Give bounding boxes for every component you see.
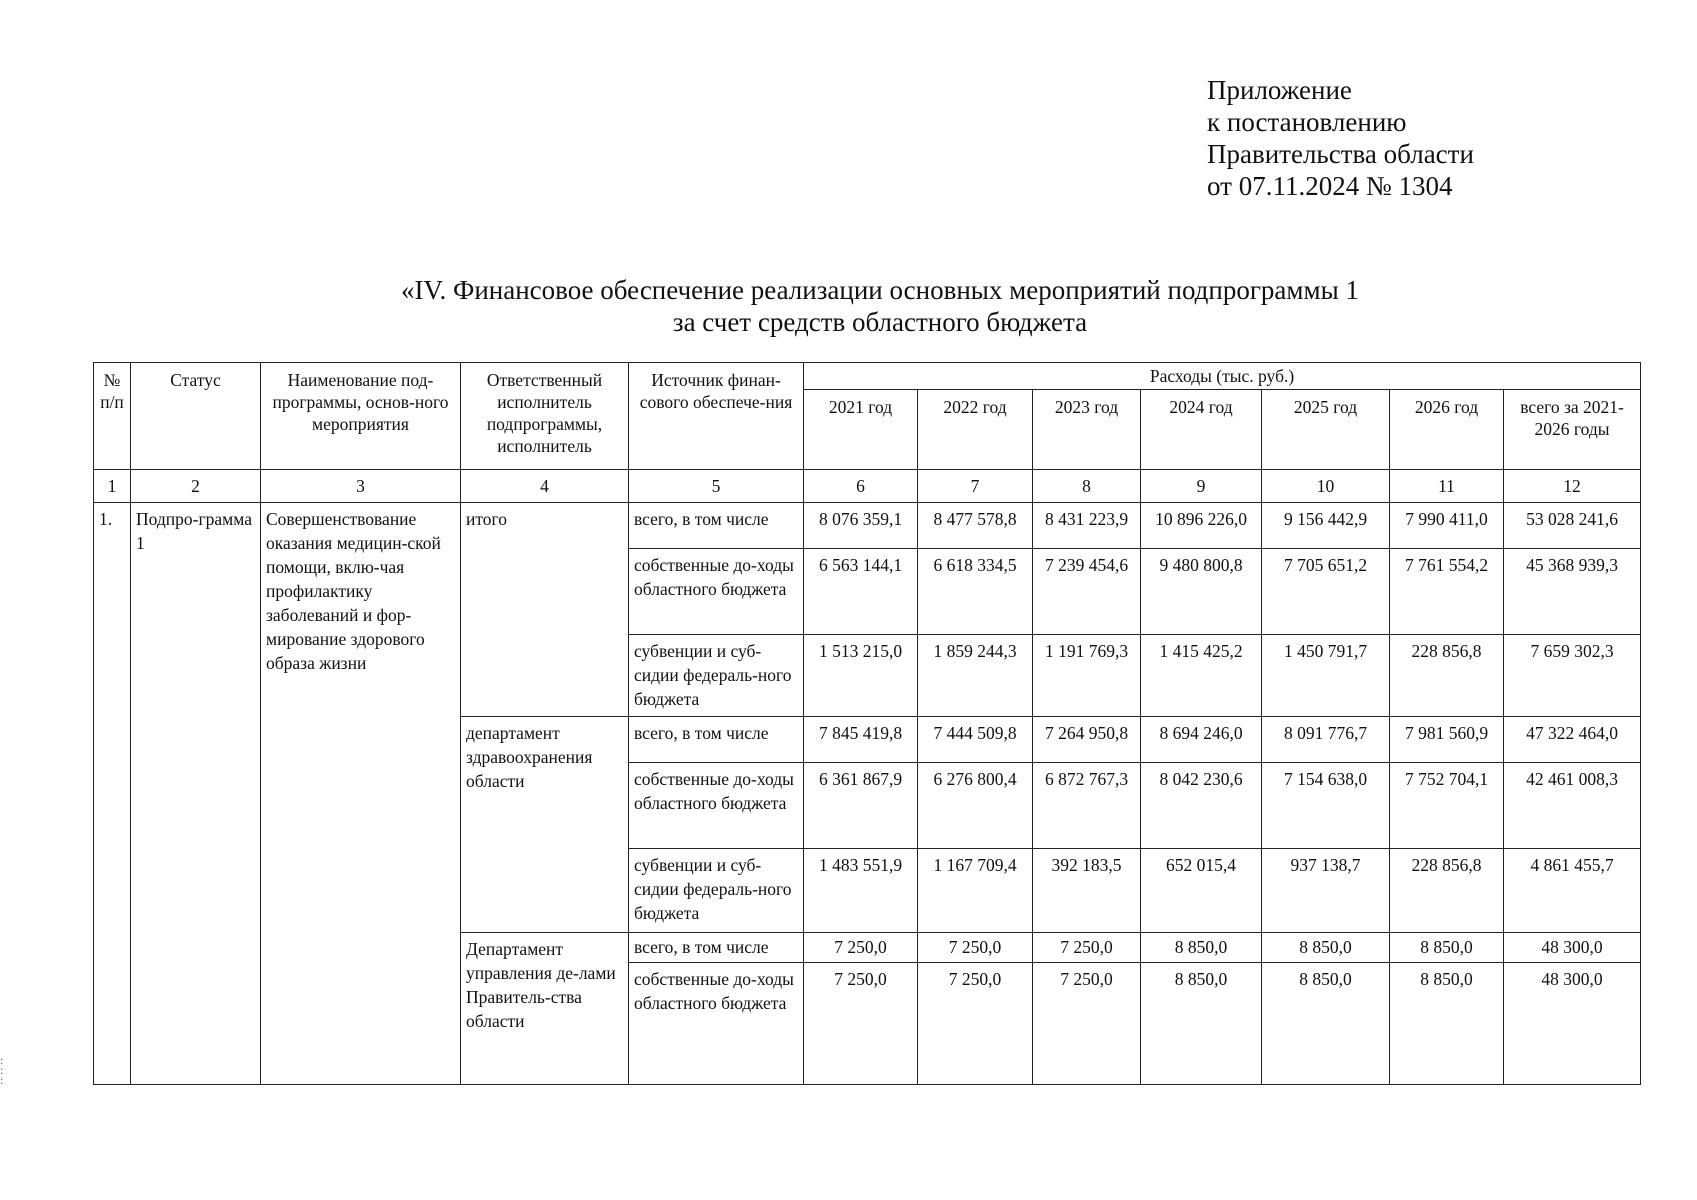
value-cell: 1 513 215,0 — [804, 635, 918, 717]
title-line-1: «IV. Финансовое обеспечение реализации основных мероприятий подпрограммы 1 — [401, 275, 1359, 305]
value-cell: 7 659 302,3 — [1504, 635, 1641, 717]
value-cell: 7 444 509,8 — [918, 717, 1033, 763]
funding-source: всего, в том числе — [629, 717, 804, 763]
funding-source: субвенции и суб-сидии федераль-ного бюджета — [629, 849, 804, 933]
value-cell: 228 856,8 — [1390, 635, 1504, 717]
value-cell: 1 191 769,3 — [1033, 635, 1141, 717]
value-cell: 1 167 709,4 — [918, 849, 1033, 933]
value-cell: 7 990 411,0 — [1390, 503, 1504, 549]
column-index: 11 — [1390, 470, 1504, 503]
value-cell: 8 431 223,9 — [1033, 503, 1141, 549]
value-cell: 937 138,7 — [1262, 849, 1390, 933]
header-expenses: Расходы (тыс. руб.) — [804, 363, 1641, 390]
value-cell: 7 250,0 — [1033, 933, 1141, 963]
value-cell: 7 761 554,2 — [1390, 549, 1504, 635]
column-index: 12 — [1504, 470, 1641, 503]
value-cell: 228 856,8 — [1390, 849, 1504, 933]
value-cell: 53 028 241,6 — [1504, 503, 1641, 549]
value-cell: 652 015,4 — [1141, 849, 1262, 933]
program-name: Совершенствование оказания медицин-ской помощи, вклю-чая профилактику заболеваний и фор-мирование здорового образа жизни — [261, 503, 461, 1085]
value-cell: 8 850,0 — [1390, 933, 1504, 963]
column-index-row — [94, 470, 1641, 503]
value-cell: 8 091 776,7 — [1262, 717, 1390, 763]
executor: Департамент управления де-лами Правитель-ства области — [461, 933, 629, 1085]
column-index: 10 — [1262, 470, 1390, 503]
header-year: 2026 год — [1390, 390, 1504, 470]
value-cell: 7 250,0 — [804, 933, 918, 963]
value-cell: 1 483 551,9 — [804, 849, 918, 933]
attachment-line: к постановлению — [1207, 107, 1407, 137]
value-cell: 8 042 230,6 — [1141, 763, 1262, 849]
value-cell: 45 368 939,3 — [1504, 549, 1641, 635]
funding-source: всего, в том числе — [629, 503, 804, 549]
header-num: № п/п — [94, 363, 131, 470]
value-cell: 9 480 800,8 — [1141, 549, 1262, 635]
value-cell: 8 850,0 — [1262, 963, 1390, 1085]
value-cell: 48 300,0 — [1504, 933, 1641, 963]
value-cell: 8 850,0 — [1141, 933, 1262, 963]
value-cell: 1 859 244,3 — [918, 635, 1033, 717]
value-cell: 42 461 008,3 — [1504, 763, 1641, 849]
executor: итого — [461, 503, 629, 717]
value-cell: 6 618 334,5 — [918, 549, 1033, 635]
value-cell: 7 250,0 — [918, 933, 1033, 963]
header-year: 2021 год — [804, 390, 918, 470]
header-year: 2025 год — [1262, 390, 1390, 470]
value-cell: 7 239 454,6 — [1033, 549, 1141, 635]
value-cell: 8 694 246,0 — [1141, 717, 1262, 763]
column-index: 3 — [261, 470, 461, 503]
column-index: 2 — [131, 470, 261, 503]
value-cell: 7 250,0 — [804, 963, 918, 1085]
column-index: 6 — [804, 470, 918, 503]
value-cell: 4 861 455,7 — [1504, 849, 1641, 933]
value-cell: 7 752 704,1 — [1390, 763, 1504, 849]
funding-source: собственные до-ходы областного бюджета — [629, 763, 804, 849]
value-cell: 7 264 950,8 — [1033, 717, 1141, 763]
value-cell: 8 850,0 — [1262, 933, 1390, 963]
column-index: 8 — [1033, 470, 1141, 503]
table-row — [94, 503, 1641, 549]
value-cell: 6 276 800,4 — [918, 763, 1033, 849]
value-cell: 8 850,0 — [1390, 963, 1504, 1085]
row-number: 1. — [94, 503, 131, 1085]
executor: департамент здравоохранения области — [461, 717, 629, 933]
title-line-2: за счет средств областного бюджета — [672, 307, 1088, 337]
column-index: 4 — [461, 470, 629, 503]
header-year: 2024 год — [1141, 390, 1262, 470]
attachment-line: Приложение — [1207, 75, 1352, 105]
funding-source: всего, в том числе — [629, 933, 804, 963]
header-source: Источник финан-сового обеспече-ния — [629, 363, 804, 470]
scan-edge-marks: : : : — [0, 1053, 4, 1087]
value-cell: 7 845 419,8 — [804, 717, 918, 763]
value-cell: 1 450 791,7 — [1262, 635, 1390, 717]
value-cell: 7 981 560,9 — [1390, 717, 1504, 763]
header-year: 2023 год — [1033, 390, 1141, 470]
funding-source: собственные до-ходы областного бюджета — [629, 549, 804, 635]
value-cell: 7 705 651,2 — [1262, 549, 1390, 635]
value-cell: 8 477 578,8 — [918, 503, 1033, 549]
value-cell: 1 415 425,2 — [1141, 635, 1262, 717]
value-cell: 6 361 867,9 — [804, 763, 918, 849]
attachment-line: Правительства области — [1207, 139, 1474, 169]
column-index: 9 — [1141, 470, 1262, 503]
header-total: всего за 2021-2026 годы — [1504, 390, 1641, 470]
value-cell: 6 872 767,3 — [1033, 763, 1141, 849]
document-title — [100, 274, 1660, 338]
value-cell: 7 250,0 — [918, 963, 1033, 1085]
value-cell: 6 563 144,1 — [804, 549, 918, 635]
header-responsible: Ответственный исполнитель подпрограммы, исполнитель — [461, 363, 629, 470]
financing-table — [93, 362, 1641, 1085]
header-year: 2022 год — [918, 390, 1033, 470]
column-index: 5 — [629, 470, 804, 503]
value-cell: 10 896 226,0 — [1141, 503, 1262, 549]
row-status: Подпро-грамма 1 — [131, 503, 261, 1085]
column-index: 7 — [918, 470, 1033, 503]
value-cell: 392 183,5 — [1033, 849, 1141, 933]
column-index: 1 — [94, 470, 131, 503]
header-name: Наименование под-программы, основ-ного мероприятия — [261, 363, 461, 470]
value-cell: 8 076 359,1 — [804, 503, 918, 549]
attachment-line: от 07.11.2024 № 1304 — [1207, 171, 1453, 201]
attachment-note — [1207, 74, 1474, 202]
value-cell: 8 850,0 — [1141, 963, 1262, 1085]
value-cell: 9 156 442,9 — [1262, 503, 1390, 549]
value-cell: 7 154 638,0 — [1262, 763, 1390, 849]
value-cell: 48 300,0 — [1504, 963, 1641, 1085]
header-status: Статус — [131, 363, 261, 470]
value-cell: 7 250,0 — [1033, 963, 1141, 1085]
value-cell: 47 322 464,0 — [1504, 717, 1641, 763]
funding-source: субвенции и суб-сидии федераль-ного бюджета — [629, 635, 804, 717]
funding-source: собственные до-ходы областного бюджета — [629, 963, 804, 1085]
